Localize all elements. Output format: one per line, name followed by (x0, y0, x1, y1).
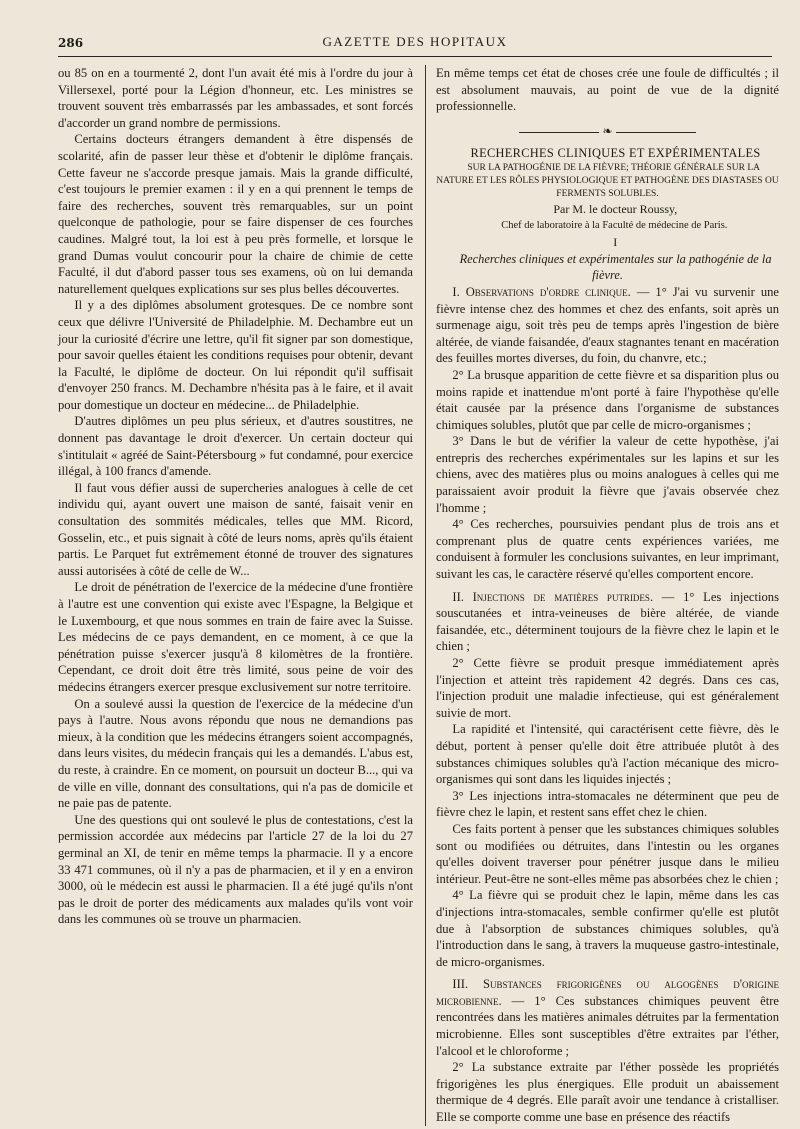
paragraph-text: La rapidité et l'intensité, qui caractérisent cette fièvre, dès le début, portent à penser qu'elle doit être attribuée plutôt à des substances chimiques solubles qu'à l'action mécanique des micro-organismes qui sont dans les liquides injectés ; (436, 722, 779, 787)
section-paragraph (436, 589, 779, 655)
ornament-icon: ❧ (602, 123, 613, 138)
paragraph: Certains docteurs étrangers demandent à être dispensés de scolarité, afin de passer leur thèse et d'obtenir le diplôme français. Cette faveur ne s'accorde presque jamais. Mais la grande difficulté, c'est toujours le premier examen : il y en a qui prennent le temps de faire des recherches, souvent très remarquables, sur un point quelconque de pathologie, pour se faire dispenser de ces fourches caudines. Malgré tout, la loi est à peu près formelle, et lorsque le grand Dumas voulut concourir pour la chaire de chimie de cette Faculté, il dut d'abord passer tous ses examens, où on lui demanda naturellement quelques explications sur ses plus belles découvertes. (58, 132, 413, 296)
section-heading: Recherches cliniques et expérimentales sur la pathogénie de la fièvre. (459, 251, 772, 283)
paragraph: D'autres diplômes un peu plus sérieux, et d'autres soustitres, ne donnent pas davantage le droit d'exercer. Un certain docteur qui s'intitulait « agréé de Saint-Pétersbourg » fut condamné, pour exercice illégal, à 100 francs d'amende. (58, 414, 413, 479)
paragraph-text: — 1° J'ai vu survenir une fièvre intense chez des hommes et chez des enfants, soit après un surmenage aigu, soit très peu de temps après l'ingestion de bière altérée, de viande faisandée, d'eaux stagnantes tenant en macération des feuilles mortes diverses, du foin, du chanvre, etc.; (436, 284, 780, 366)
paragraph (436, 1059, 779, 1125)
text-columns (58, 65, 780, 1126)
paragraph: On a soulevé aussi la question de l'exercice de la médecine d'un pays à l'autre. Nous avons répondu que nous ne demandions pas mieux, à la condition que les médecins étrangers soient accompagnés, dans leurs visites, du médecin français qui les a demandés. L'abus est, du reste, à craindre. En ce moment, on poursuit un docteur B..., qui va de ville en ville, donnant des consultations, qui n'a pas de domicile et ne paie pas de patente. (58, 696, 413, 811)
page-header (58, 32, 772, 57)
ornamental-rule (436, 123, 779, 140)
right-column (425, 65, 779, 1126)
paragraph-text: 2° La substance extraite par l'éther possède les propriétés frigorigènes les plus énergiques. Elle produit un abaissement thermique de 4 degrés. Elle paraît avoir une tendance à cristalliser. Elle se comporte comme une base en présence des réactifs (436, 1060, 779, 1125)
paragraph (436, 655, 779, 721)
paragraph-text: 3° Les injections intra-stomacales ne déterminent que peu de fièvre chez le lapin, et restent sans effet chez le chien. (436, 788, 779, 820)
paragraph (436, 721, 779, 787)
section-lead: I. Observations d'ordre clinique. (452, 284, 631, 299)
paragraph-text: 2° La brusque apparition de cette fièvre et sa disparition plus ou moins rapide et inattendue m'ont porté à faire l'hypothèse qu'elle était causée par la présence dans l'organisme de substances chimiques solubles, plutôt que par celle de micro-organismes ; (436, 367, 779, 432)
journal-title: GAZETTE DES HOPITAUX (322, 34, 508, 49)
article-author: Par M. le docteur Roussy, (553, 201, 678, 216)
paragraph (436, 433, 779, 516)
paragraph: ou 85 on en a tourmenté 2, dont l'un avait été mis à l'ordre du jour à Villersexel, porté pour la Légion d'honneur, etc. Les ministres se trouvent souvent très embarrassés par les ambassades, et sont forcés d'accorder un grand nombre de permissions. (58, 66, 413, 130)
article-body (436, 284, 779, 1126)
page-number: 286 (58, 36, 84, 50)
paragraph-text: — 1° Les injections souscutanées et intra-veineuses de bière altérée, de viande faisandée, etc., déterminent toujours de la fièvre chez le lapin et le chien ; (436, 589, 779, 654)
paragraph: Le droit de pénétration de l'exercice de la médecine d'une frontière à l'autre est une convention qui existe avec l'Espagne, la Belgique et le Luxembourg, et que nous sommes en train de faire avec la Suisse. Les médecins de ce pays demandent, en ce moment, à ce que la pénétration puisse s'exercer jusqu'à 8 kilomètres de la frontière. Cependant, ce droit doit être très limité, sous peine de voir des médecins étrangers exercer presque exclusivement sur notre territoire. (58, 580, 413, 694)
paragraph (436, 788, 779, 821)
paragraph (436, 516, 779, 582)
article-title: RECHERCHES CLINIQUES ET EXPÉRIMENTALES (470, 146, 761, 161)
paragraph-text: 4° La fièvre qui se produit chez le lapin, même dans les cas d'injections intra-stomacales, semble confirmer qu'elle est plutôt due à l'absorption de substances chimiques solubles, qu'à l'introduction dans le sang, à travers la muqueuse gastro-intestinale, de micro-organismes. (436, 888, 779, 969)
paragraph-text: 4° Ces recherches, poursuivies pendant plus de trois ans et comprenant plus de quatre cents expériences variées, me conduisent à formuler les conclusions suivantes, en leur imprimant, suivant les cas, le caractère réservé qu'elles comportent encore. (436, 517, 779, 582)
article-subtitle: SUR LA PATHOGÉNIE DE LA FIÈVRE; THÉORIE GÉNÉRALE SUR LA NATURE ET LES RÔLES PHYSIOLOGIQUE ET PATHOGÈNE DES DIASTASES OU FERMENTS SOLUBLES. (436, 162, 779, 199)
section-lead: II. Injections de matières putrides. (452, 589, 654, 604)
paragraph: Une des questions qui ont soulevé le plus de contestations, c'est la permission accordée aux médecins par l'article 27 de la loi du 27 germinal an XI, de tenir en même temps la pharmacie. Il y a encore 33 471 communes, où il n'y a pas de pharmacien, et il y en a environ 3000, où le médecin est aussi le pharmacien. Il a été jugé qu'ils n'ont pas le droit de porter des médicaments aux malades qu'ils vont voir dans les communes où se trouve un pharmacien. (58, 812, 413, 927)
paragraph: Il y a des diplômes absolument grotesques. De ce nombre sont ceux que délivre l'Université de Philadelphie. M. Dechambre eut un jour la curiosité d'écrire une lettre, qu'il fit signer par son domestique, pour savoir quelles étaient les conditions requises pour obtenir, devant la Faculté, le diplôme de docteur. On lui répondit qu'il suffisait d'envoyer 250 francs. M. Dechambre n'hésita pas à le faire, et il avait pour domestique un docteur en médecine... de Philadelphie. (58, 298, 413, 412)
section-number: I (613, 235, 618, 250)
paragraph-text: 3° Dans le but de vérifier la valeur de cette hypothèse, j'ai entrepris des recherches expérimentales sur les lapins et sur les chiens, avec des matières plus ou moins analogues à celles qui me paraissaient avoir produit la fièvre que j'avais observée chez l'homme ; (436, 434, 779, 515)
paragraph (436, 821, 779, 887)
paragraph-text: — 1° Ces substances chimiques peuvent être rencontrées dans les matières animales détruites par la fermentation microbienne. Elles sont susceptibles d'être extraites par l'éther, l'alcool et le chloroforme ; (436, 993, 779, 1058)
paragraph (436, 367, 779, 433)
author-affiliation: Chef de laboratoire à la Faculté de médecine de Paris. (501, 219, 728, 231)
left-column (58, 65, 413, 1126)
section-lead: III. Substances frigorigènes ou algogènes d'origine microbienne. (436, 977, 779, 1008)
intro-paragraph: En même temps cet état de choses crée une foule de difficultés ; il est absolument mauvais, au point de vue de la dignité professionnelle. (436, 66, 779, 114)
paragraph-text: Ces faits portent à penser que les substances chimiques solubles sont ou modifiées ou détruites, dans l'intestin ou les organes qu'elles doivent traverser pour pénétrer jusque dans le milieu intérieur. Peut-être ne sont-elles même pas absorbées chez le chien ; (436, 821, 779, 886)
section-paragraph (436, 976, 779, 1059)
section-paragraph (436, 284, 779, 367)
paragraph: Il faut vous défier aussi de supercheries analogues à celle de cet individu qui, ayant ouvert une maison de santé, faisait venir en consultation des sommités médicales, telles que MM. Ricord, Gosselin, etc., et puis signait à côté de leurs noms, après qu'ils étaient partis. Le Parquet fut extrêmement étonné de trouver des signatures aussi autorisées à côté de celle de W... (58, 480, 413, 578)
paragraph-text: 2° Cette fièvre se produit presque immédiatement après l'injection et atteint très rapidement 42 degrés. Dans ces cas, l'injection produit une maladie infectieuse, qui est généralement suivie de mort. (436, 656, 779, 720)
paragraph (436, 887, 779, 970)
